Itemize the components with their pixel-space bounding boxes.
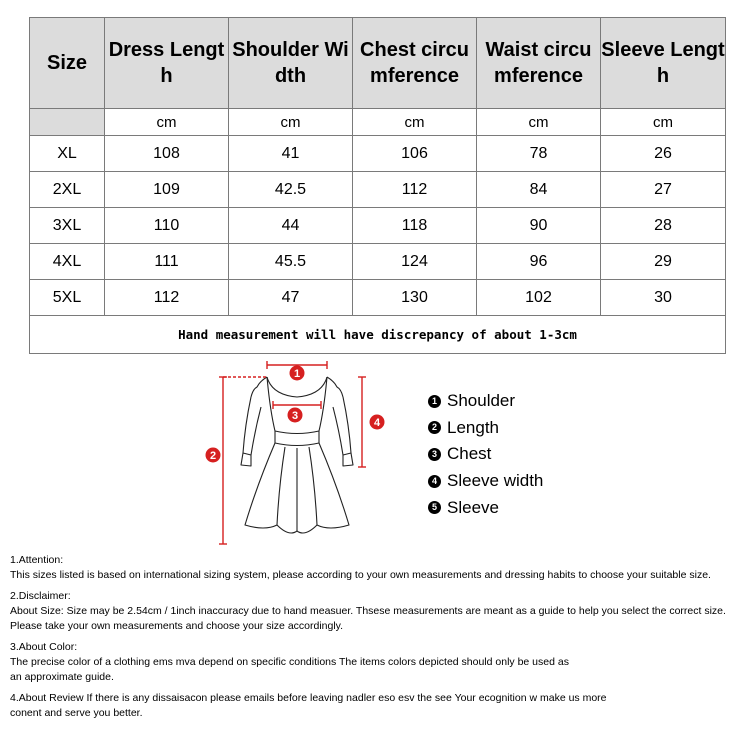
number-4-icon: 4	[428, 475, 441, 488]
table-cell: 109	[105, 172, 229, 208]
marker-2-badge	[206, 448, 221, 463]
measurement-note: Hand measurement will have discrepancy of about 1-3cm	[30, 316, 726, 354]
note-line: This sizes listed is based on international sizing system, please according to your own measurements and dressing habits to choose your suitable size.	[10, 569, 711, 581]
measurement-legend	[428, 388, 543, 521]
marker-1-badge	[290, 366, 305, 381]
table-note-row	[30, 316, 726, 354]
table-cell: 28	[601, 208, 726, 244]
legend-label: Sleeve width	[447, 471, 544, 491]
note-line: Please take your own measurements and choose your size accordingly.	[10, 620, 344, 632]
number-3-icon: 3	[428, 448, 441, 461]
marker-1-label: 1	[293, 368, 301, 380]
header-waist-circumference: Waist circumference	[477, 18, 601, 109]
legend-label: Length	[447, 417, 499, 437]
note-title: 2.Disclaimer:	[10, 590, 71, 602]
marker-3-badge	[288, 408, 303, 423]
unit-cell: cm	[229, 109, 353, 136]
note-title: 3.About Color:	[10, 641, 78, 653]
table-cell: 112	[353, 172, 477, 208]
measurement-lines	[219, 361, 366, 544]
note-attention	[10, 553, 745, 583]
table-cell: 30	[601, 280, 726, 316]
table-cell: 110	[105, 208, 229, 244]
note-about-review	[10, 691, 745, 721]
table-cell: 130	[353, 280, 477, 316]
table-cell: 118	[353, 208, 477, 244]
header-dress-length: Dress Length	[105, 18, 229, 109]
table-row	[30, 244, 726, 280]
size-cell: 5XL	[30, 280, 105, 316]
table-row	[30, 280, 726, 316]
table-cell: 108	[105, 136, 229, 172]
dress-outline-icon	[241, 377, 353, 533]
table-cell: 45.5	[229, 244, 353, 280]
table-cell: 112	[105, 280, 229, 316]
number-5-icon: 5	[428, 501, 441, 514]
note-title: 1.Attention:	[10, 554, 64, 566]
unit-cell: cm	[105, 109, 229, 136]
header-chest-circumference: Chest circumference	[353, 18, 477, 109]
dress-measurement-diagram	[205, 355, 390, 550]
size-cell: 2XL	[30, 172, 105, 208]
table-cell: 106	[353, 136, 477, 172]
size-chart-table	[29, 17, 726, 354]
table-cell: 102	[477, 280, 601, 316]
legend-item-sleeve-width	[428, 468, 543, 495]
table-cell: 47	[229, 280, 353, 316]
notes-section	[10, 553, 745, 727]
size-cell: 3XL	[30, 208, 105, 244]
number-2-icon: 2	[428, 421, 441, 434]
table-row	[30, 208, 726, 244]
table-cell: 29	[601, 244, 726, 280]
note-line: 4.About Review If there is any dissaisacon please emails before leaving nadler eso esv the see Your ecognition w make us more	[10, 692, 607, 704]
note-about-color	[10, 640, 745, 685]
table-cell: 78	[477, 136, 601, 172]
legend-item-length	[428, 415, 543, 442]
unit-cell: cm	[601, 109, 726, 136]
marker-3-label: 3	[291, 410, 299, 422]
legend-item-shoulder	[428, 388, 543, 415]
unit-cell: cm	[353, 109, 477, 136]
unit-cell	[30, 109, 105, 136]
header-shoulder-width: Shoulder Width	[229, 18, 353, 109]
table-row	[30, 136, 726, 172]
table-unit-row	[30, 109, 726, 136]
table-header-row	[30, 18, 726, 109]
table-cell: 84	[477, 172, 601, 208]
table-cell: 26	[601, 136, 726, 172]
number-1-icon: 1	[428, 395, 441, 408]
table-cell: 111	[105, 244, 229, 280]
table-cell: 124	[353, 244, 477, 280]
table-cell: 41	[229, 136, 353, 172]
table-row	[30, 172, 726, 208]
legend-label: Chest	[447, 444, 492, 464]
legend-item-sleeve	[428, 494, 543, 521]
note-line: conent and serve you better.	[10, 707, 143, 719]
table-cell: 96	[477, 244, 601, 280]
note-line: The precise color of a clothing ems mva depend on specific conditions The items colors depicted should only be used as	[10, 656, 569, 668]
legend-item-chest	[428, 441, 543, 468]
note-line: an approximate guide.	[10, 671, 114, 683]
header-size: Size	[30, 18, 105, 109]
legend-label: Sleeve	[447, 497, 499, 517]
table-cell: 44	[229, 208, 353, 244]
legend-label: Shoulder	[447, 391, 516, 411]
header-sleeve-length: Sleeve Length	[601, 18, 726, 109]
size-cell: XL	[30, 136, 105, 172]
marker-4-label: 4	[373, 417, 381, 429]
table-cell: 90	[477, 208, 601, 244]
table-cell: 27	[601, 172, 726, 208]
marker-2-label: 2	[209, 450, 217, 462]
note-disclaimer	[10, 589, 745, 634]
note-line: About Size: Size may be 2.54cm / 1inch inaccuracy due to hand measuer. Thsese measurements are meant as a guide to help you select the correct size.	[10, 605, 726, 617]
table-cell: 42.5	[229, 172, 353, 208]
unit-cell: cm	[477, 109, 601, 136]
marker-4-badge	[370, 415, 385, 430]
size-cell: 4XL	[30, 244, 105, 280]
